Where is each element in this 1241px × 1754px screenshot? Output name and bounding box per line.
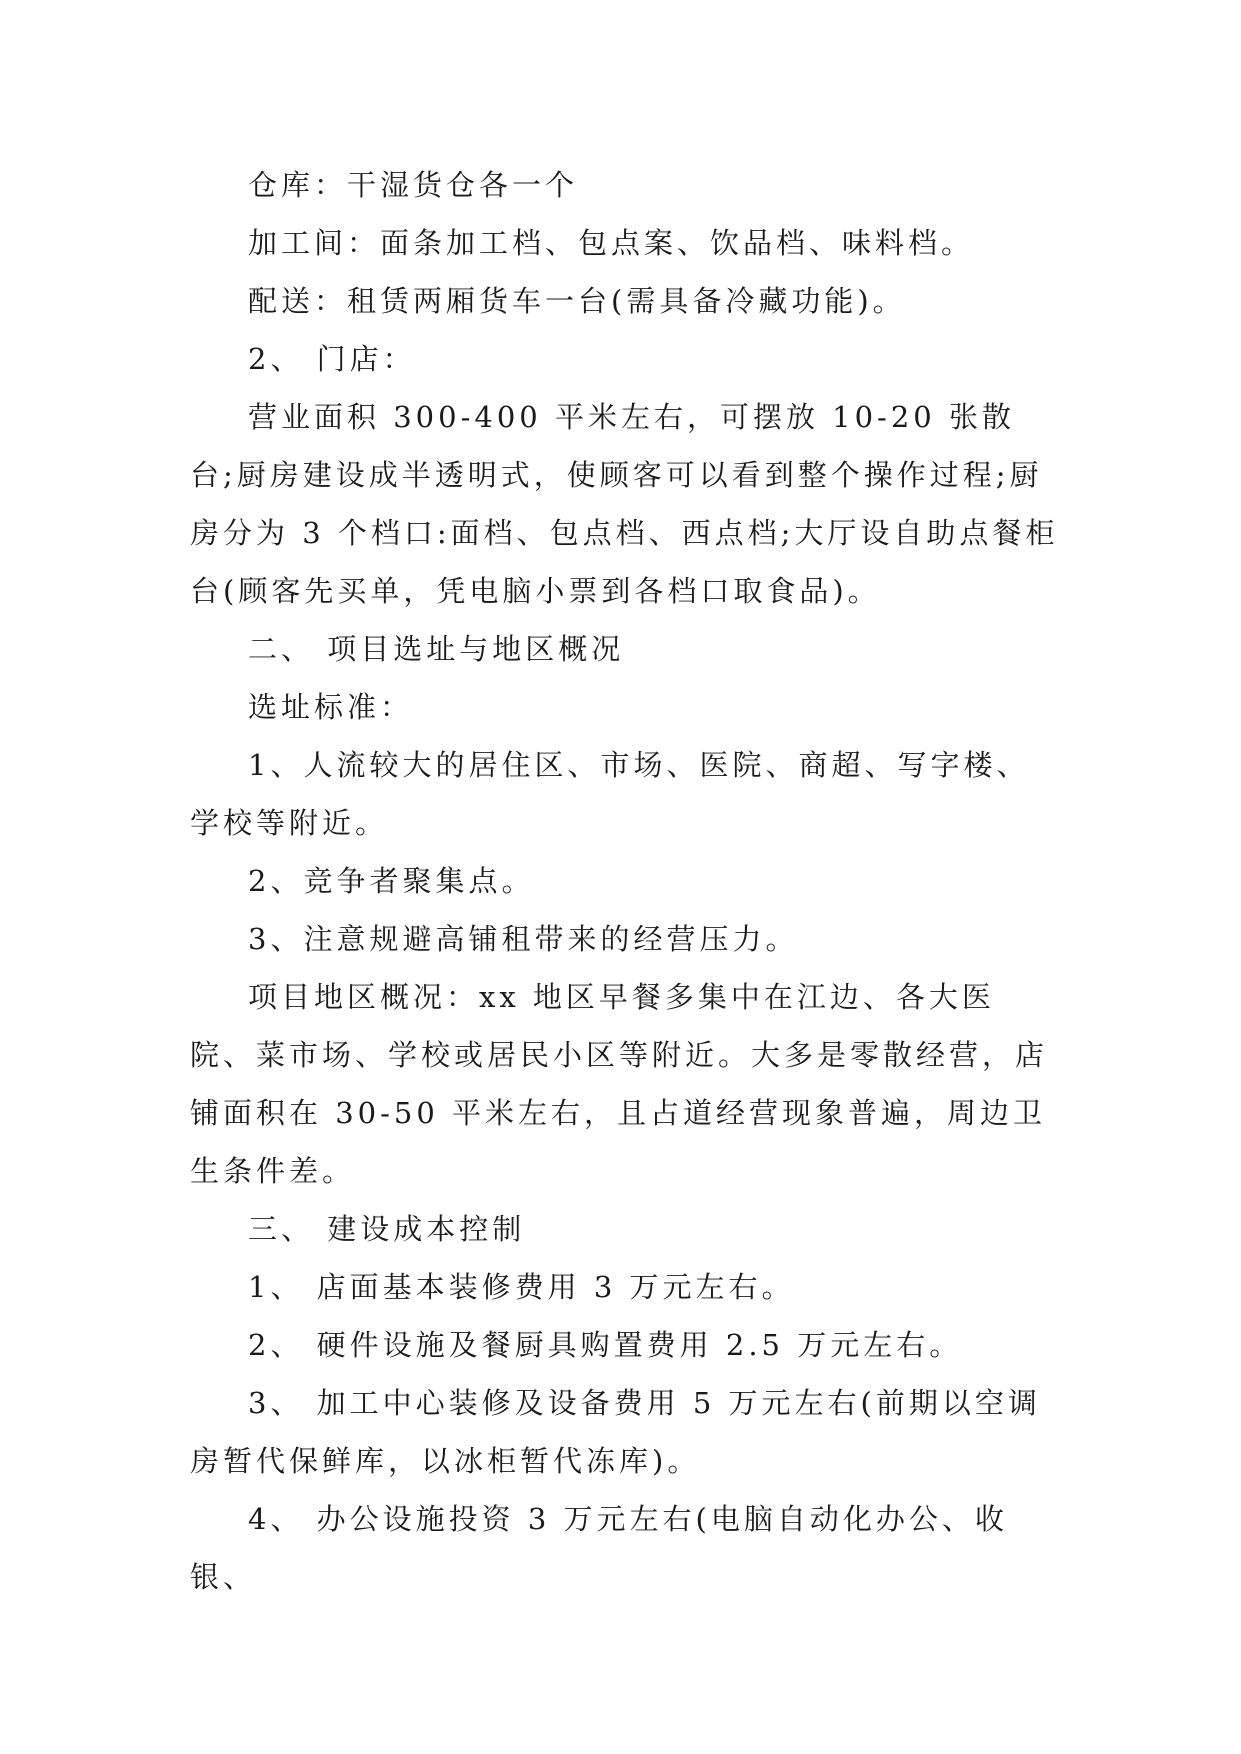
list-item-criterion-3: 3、注意规避高铺租带来的经营压力。 [248, 922, 799, 956]
paragraph-warehouse: 仓库：干湿货仓各一个 [248, 168, 579, 202]
document-body [190, 156, 1060, 1606]
list-item-cost-2: 2、 硬件设施及餐厨具购置费用 2.5 万元左右。 [248, 1328, 963, 1362]
paragraph-store-details: 营业面积 300-400 平米左右，可摆放 10-20 张散台;厨房建设成半透明式，使顾客可以看到整个操作过程;厨房分为 3 个档口:面档、包点档、西点档;大厅设自助点餐柜台(顾客先买单，凭电脑小票到各档口取食品)。 [190, 400, 1059, 608]
paragraph-delivery: 配送：租赁两厢货车一台(需具备冷藏功能)。 [248, 284, 906, 318]
list-item-cost-4: 4、 办公设施投资 3 万元左右(电脑自动化办公、收银、 [190, 1502, 1008, 1594]
list-item-cost-3: 3、 加工中心装修及设备费用 5 万元左右(前期以空调房暂代保鲜库，以冰柜暂代冻库)。 [190, 1386, 1041, 1478]
section-heading-cost-control: 三、 建设成本控制 [248, 1212, 526, 1246]
paragraph-processing-room: 加工间：面条加工档、包点案、饮品档、味料档。 [248, 226, 975, 260]
paragraph-site-criteria-label: 选址标准： [248, 690, 414, 724]
paragraph-store-heading: 2、 门店： [248, 342, 416, 376]
list-item-cost-1: 1、 店面基本装修费用 3 万元左右。 [248, 1270, 795, 1304]
section-heading-site-selection: 二、 项目选址与地区概况 [248, 632, 625, 666]
paragraph-area-overview: 项目地区概况：xx 地区早餐多集中在江边、各大医院、菜市场、学校或居民小区等附近。大多是零散经营，店铺面积在 30-50 平米左右，且占道经营现象普遍，周边卫生条件差。 [190, 980, 1049, 1188]
list-item-criterion-2: 2、竞争者聚集点。 [248, 864, 535, 898]
list-item-criterion-1: 1、人流较大的居住区、市场、医院、商超、写字楼、学校等附近。 [190, 748, 1030, 840]
